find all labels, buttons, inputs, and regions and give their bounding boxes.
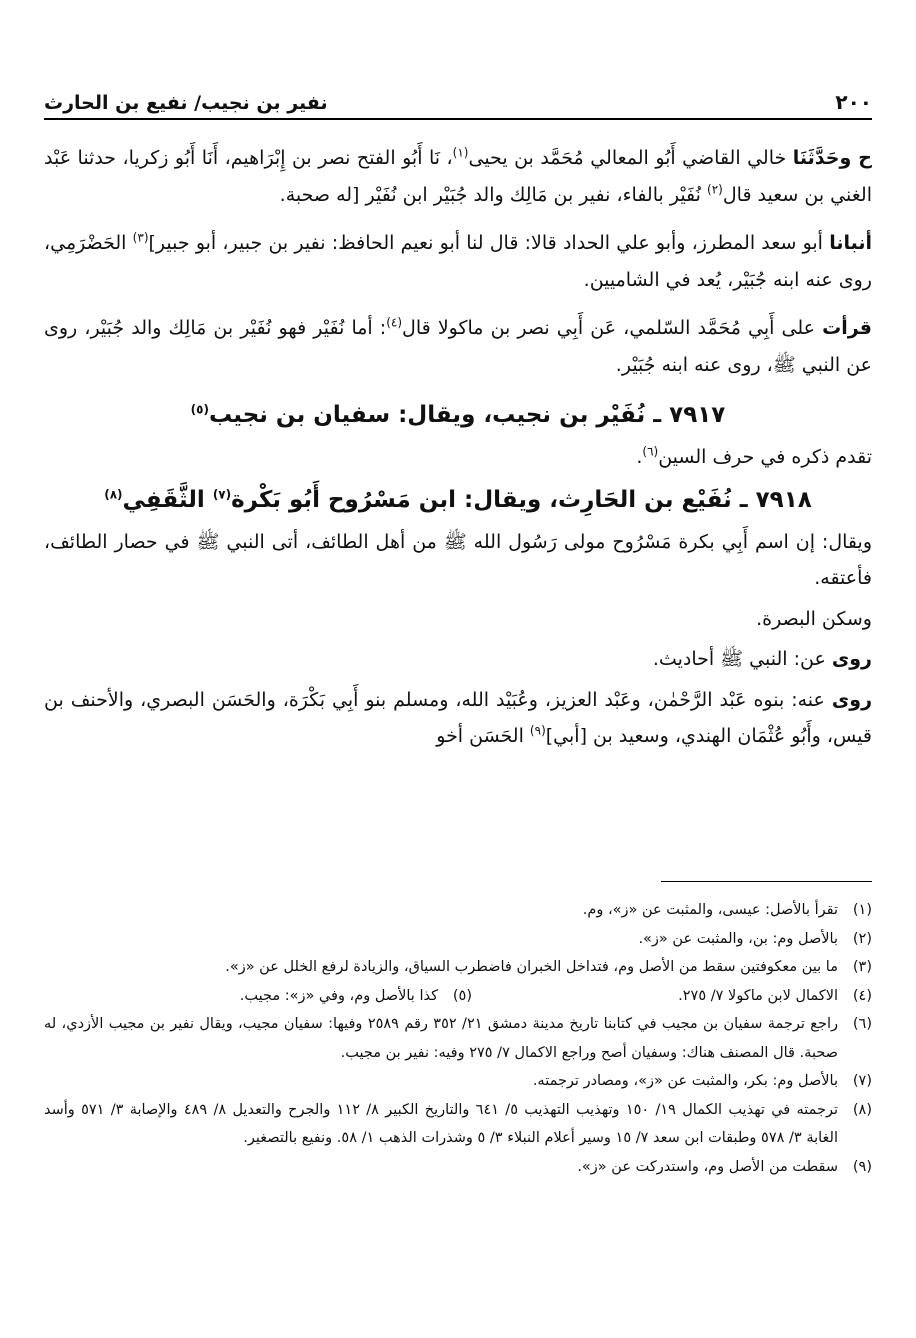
paragraph-text: ، نَا أَبُو الفتح نصر بن إِبْرَاهيم، أَنَا أَبُو زكريا، حدثنا عَبْد الغني بن سعيد قال <box>44 147 872 206</box>
footnote-number: (١) <box>852 902 872 918</box>
footnote <box>44 1096 872 1153</box>
footnote-ref-7: (٧) <box>212 486 232 501</box>
paragraph-text: أبو سعد المطرز، وأبو علي الحداد قالا: قال لنا أبو نعيم الحافظ: نفير بن جبير، أبو جبير] <box>148 232 823 254</box>
footnote-text: بالأصل وم: بكر، والمثبت عن «ز»، ومصادر ترجمته. <box>532 1073 838 1089</box>
footnote-number: (٥) <box>452 987 472 1004</box>
paragraph-basra: وسكن البصرة. <box>756 607 872 630</box>
paragraph-text: . <box>636 446 643 468</box>
entry-heading-text: الثَّقَفِي <box>122 486 205 513</box>
paragraph-anbana <box>44 225 872 298</box>
footnote-ref-9: (٩) <box>529 723 546 738</box>
footnote-text: تقرأ بالأصل: عيسى، والمثبت عن «ز»، وم. <box>582 902 838 918</box>
footnote-ref-2: (٢) <box>707 182 723 197</box>
footnote-text: الاكمال لابن ماكولا ٧/ ٢٧٥. <box>678 987 838 1004</box>
page-number: ٢٠٠ <box>835 90 872 114</box>
paragraph-text: عنه: بنوه عَبْد الرَّحْمٰن، وعَبْد العزيز، وعُبَيْد الله، ومسلم بنو أَبِي بَكْرَة، والحَسَن البصري، والأحنف بن قيس، وأَبُو عُثْمَان الهندي، وسعيد بن [أبي] <box>44 688 872 747</box>
paragraph-text: تقدم ذكره في حرف السين <box>658 446 872 468</box>
footnote <box>44 1010 872 1067</box>
paragraph-text: عن: النبي ﷺ أحاديث. <box>652 648 826 670</box>
paragraph-text: على أَبِي مُحَمَّد السّلمي، عَن أَبِي نصر بن ماكولا قال <box>402 317 816 339</box>
paragraph-hadathana <box>44 140 872 213</box>
footnote <box>44 1067 872 1096</box>
footnote <box>44 925 872 954</box>
paragraph-text: الحَضْرَمِي، روى عنه ابنه جُبَيْر، يُعد في الشاميين. <box>44 232 872 291</box>
footnote-number: (٢) <box>852 930 872 947</box>
footnote-text: راجع ترجمة سفيان بن مجيب في كتابنا تاريخ مدينة دمشق ٢١/ ٣٥٢ رقم ٢٥٨٩ وفيها: سفيان مجيب، ويقال نفير بن مجيب الأزدي، له صحبة. قال المصنف هناك: وسفيان أصح وراجع الاكمال ٧/ ٢٧٥ وفيه: نفير بن مجيب. <box>44 1016 838 1061</box>
paragraph-lead: أنبانا <box>829 232 872 254</box>
main-text <box>44 140 872 767</box>
paragraph-text: : أما نُفَيْر فهو نُفَيْر بن مَالِك والد جُبَيْر، روى عن النبي ﷺ، روى عنه ابنه جُبَيْر. <box>44 317 872 376</box>
paragraph-qaratu <box>44 310 872 383</box>
footnote <box>44 896 872 925</box>
footnote-ref-5: (٥) <box>190 402 209 417</box>
header-rule <box>44 118 872 120</box>
footnote-text: بالأصل وم: بن، والمثبت عن «ز». <box>638 930 838 947</box>
entry-heading-7917 <box>44 395 872 435</box>
entry-heading-text: ٧٩١٨ ـ نُفَيْع بن الحَارِث، ويقال: ابن مَسْرُوح أَبُو بَكْرة <box>231 486 812 513</box>
footnote-ref-3: (٣) <box>132 230 149 245</box>
footnote-ref-4: (٤) <box>386 315 403 330</box>
footnote-ref-8: (٨) <box>104 486 123 501</box>
footnote-number: (٦) <box>852 1016 872 1032</box>
paragraph-lead: قرأت <box>822 317 872 339</box>
footnote <box>44 953 872 982</box>
running-title: نفير بن نجيب/ نفيع بن الحارث <box>44 92 328 114</box>
running-header <box>44 78 872 114</box>
footnote-text: كذا بالأصل وم، وفي «ز»: مجيب. <box>239 987 438 1004</box>
paragraph-text: الحَسَن أخو <box>436 725 524 747</box>
footnote-number: (٩) <box>852 1158 872 1175</box>
paragraph-cross-reference <box>44 439 872 476</box>
footnote-pair <box>44 982 872 1011</box>
footnote-text: ترجمته في تهذيب الكمال ١٩/ ١٥٠ وتهذيب التهذيب ٥/ ٦٤١ والتاريخ الكبير ٨/ ١١٢ والجرح والتعديل ٨/ ٤٨٩ والإصابة ٣/ ٥٧١ وأسد الغابة ٣/ ٥٧٨ وطبقات ابن سعد ٧/ ١٥ وسير أعلام النبلاء ٣/ ٥ وشذرات الذهب ١/ ٥٨. ونفيع بالتصغير. <box>44 1101 839 1146</box>
footnote <box>44 1153 872 1182</box>
entry-heading-7918 <box>44 480 872 520</box>
footnote-number: (٣) <box>852 959 872 975</box>
paragraph-rawa-anhu <box>44 682 872 755</box>
footnote <box>472 982 872 1011</box>
paragraph-rawa-an <box>44 641 872 678</box>
footnotes <box>44 896 872 1181</box>
paragraph-text: نُفَيْر بالفاء، نفير بن مَالِك والد جُبَيْر ابن نُفَيْر [له صحبة. <box>279 183 701 206</box>
footnote-number: (٧) <box>852 1073 872 1089</box>
paragraph-text: خالي القاضي أَبُو المعالي مُحَمَّد بن يحيى <box>468 147 787 169</box>
footnote-number: (٤) <box>852 987 872 1004</box>
footnote-number: (٨) <box>852 1101 872 1118</box>
footnote-ref-1: (١) <box>452 145 469 160</box>
footnote-ref-6: (٦) <box>642 444 659 459</box>
entry-heading-text: ٧٩١٧ ـ نُفَيْر بن نجيب، ويقال: سفيان بن نجيب <box>208 402 726 428</box>
footnote-text: ما بين معكوفتين سقط من الأصل وم، فتداخل الخبران فاضطرب السياق، والزيادة لرفع الخلل عن «ز». <box>225 959 838 975</box>
paragraph-lead: ح وحَدَّثَنَا <box>792 147 873 169</box>
footnote-text: سقطت من الأصل وم، واستدركت عن «ز». <box>577 1158 838 1175</box>
paragraph-lead: روى <box>831 688 873 711</box>
footnote-rule <box>661 881 872 882</box>
footnote <box>240 982 472 1011</box>
paragraph-lead: روى <box>831 648 872 670</box>
paragraph-yuqal: ويقال: إن اسم أَبِي بكرة مَسْرُوح مولى رَسُول الله ﷺ من أهل الطائف، أتى النبي ﷺ في حصار الطائف، فأعتقه. <box>44 530 872 589</box>
